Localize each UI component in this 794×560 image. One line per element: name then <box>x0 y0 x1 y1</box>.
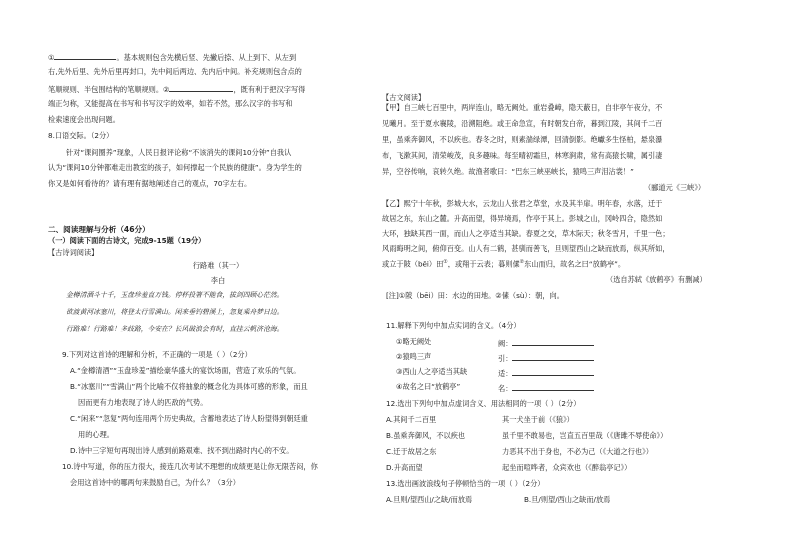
jia-line-3: 里，虽乘奔御风，不以疾也。春冬之时，则素湍绿潭，回清倒影。绝巘多生怪柏，悬泉瀑 <box>382 135 663 144</box>
jia-line-5: 异，空谷传响，哀转久绝。故渔者歌曰：“巴东三峡巫峡长，猿鸣三声泪沾裳！” <box>382 167 634 176</box>
para-1-line-1 <box>48 52 296 61</box>
blank <box>512 353 594 361</box>
blank-2 <box>169 84 233 92</box>
question-12-option-a-right: 其一犬坐于前（《狼》） <box>502 415 574 424</box>
question-11: 11.解释下列句中加点实词的含义。（4分） <box>386 321 521 330</box>
question-8-line-1: 针对“课间圈养”现象，人民日报评论称“不该消失的课间10分钟”自我认 <box>66 148 292 157</box>
blank <box>512 383 594 391</box>
question-9-option-c: C.“闲来”“忽复”两句连用两个历史典故，含蓄地表达了诗人盼望得到朝廷重 <box>70 414 308 423</box>
poem-line-3: 行路难！行路难！多歧路，今安在？长风破浪会有时，直挂云帆济沧海。 <box>66 325 284 333</box>
question-12-option-b-right: 虽千里不敢易也，岂直五百里哉（《唐雎不辱使命》） <box>502 431 668 440</box>
question-12-option-a-left: A.其间千二百里 <box>386 415 437 424</box>
jia-line-4: 布，飞漱其间，清荣峻茂，良多趣味。每至晴初霜旦，林寒涧肃，常有高猿长啸，属引凄 <box>382 151 663 160</box>
poem-line-2: 欲渡黄河冰塞川，将登太行雪满山。闲来垂钓碧溪上，忽复乘舟梦日边。 <box>66 308 284 316</box>
para-1-line-4: 端正匀称，又能提高在书写和书写汉字的效率，如若不然，那么汉字的书写和 <box>48 99 293 108</box>
text: 风雨晦明之间，俯仰百变。山人有二鹤，甚驯而善飞，旦则望西山之缺而放焉，纵其所如， <box>382 244 670 253</box>
question-11-item-2: ②猿鸣三声 <box>396 352 432 361</box>
question-9-option-d: D.诗中三字短句再现出诗人感到前路艰难、找不到出路时内心的不安。 <box>70 446 294 455</box>
answer-line-1[interactable] <box>498 338 594 347</box>
blank-1 <box>54 52 116 60</box>
poem-tag: 【古诗词阅读】 <box>48 248 99 257</box>
question-8: 8.口语交际。（2分） <box>48 131 114 140</box>
text: ，既有利于把汉字写得 <box>233 85 306 94</box>
question-13-option-b: B.旦/则望/西山之缺而/放焉 <box>524 495 611 504</box>
label: 适： <box>498 369 513 378</box>
question-10-line-2: 会用这首诗中的哪两句来鼓励自己，为什么？（3分） <box>70 478 240 487</box>
question-12-option-c-left: C.迁于故居之东 <box>386 447 437 456</box>
text: 。基本规则包含先横后竖、先撇后捺、从上到下、从左到 <box>116 53 297 62</box>
para-1-line-3 <box>48 84 305 93</box>
text: 或立于陂（bēi）田 <box>382 259 444 269</box>
question-9: 9.下列对这首诗的理解和分析，不正确的一项是（ ）（2分） <box>62 350 252 359</box>
question-12: 12.选出下列句中加点虚词含义、用法相同的一项（ ）（2分） <box>386 399 581 408</box>
jia-source: （郦道元《三峡》） <box>644 183 706 192</box>
question-12-option-b-left: B.虽乘奔御风，不以疾也 <box>386 431 466 440</box>
label: 引： <box>498 354 513 363</box>
poem-line-1: 金樽清酒斗十千，玉盘珍羞直万钱。停杯投箸不能食，拔剑四顾心茫然。 <box>66 291 284 299</box>
note-mark-1: ① <box>443 259 448 265</box>
annotation-note: [注]①陂（bēi）田：水边的田地。②傃（sù）：朝，向。 <box>386 291 564 300</box>
answer-line-4[interactable] <box>498 383 594 392</box>
circle-number-1: ① <box>48 53 55 62</box>
question-8-line-2: 认为“课间10分钟都难走出教室的孩子，如何撑起一个民族的健康”。身为学生的 <box>48 163 302 172</box>
question-9-option-b-line-2: 因而更有力地表现了诗人的匹敌的气势。 <box>78 398 208 407</box>
yi-source: （选自苏轼《放鹤亭》有删减） <box>606 275 707 284</box>
answer-line-2[interactable] <box>498 353 594 362</box>
para-1-line-5: 检索速度会出现问题。 <box>48 115 120 124</box>
note-mark-2: ② <box>519 259 525 265</box>
jia-line-1: 【甲】自三峡七百里中，两岸连山，略无阙处。重岩叠嶂，隐天蔽日，自非亭午夜分，不 <box>382 103 663 112</box>
question-12-option-d-left: D.升高而望 <box>386 463 423 472</box>
question-9-option-b: B.“冰塞川”“雪满山”两个比喻不仅将抽象的概念化为具体可感的形象，而且 <box>70 382 308 391</box>
question-12-option-c-right: 力恶其不出于身也，不必为己（《大道之行也》） <box>502 447 653 456</box>
section-2-subtitle: （一）阅读下面的古诗文，完成9-15题（19分） <box>48 236 206 245</box>
yi-line-1: 【乙】熙宁十年秋，彭城大水，云龙山人张君之草堂，水及其半扉。明年春，水落，迁于 <box>382 199 663 208</box>
yi-line-2: 故居之东，东山之麓。升高而望，得异境焉，作亭于其上。彭城之山，冈岭四合，隐然如 <box>382 214 663 223</box>
question-13: 13.选出画波浪线句子停顿恰当的一项（ ）（2分） <box>386 479 545 488</box>
question-13-option-a: A.旦则/望西山/之缺/而放焉 <box>386 495 473 504</box>
question-8-line-3: 你又是如何看待的？请有理有据地阐述自己的观点，70字左右。 <box>48 179 252 188</box>
question-12-option-d-right: 起坐而喧哗者，众宾欢也（《醉翁亭记》） <box>502 463 632 472</box>
yi-line-5 <box>382 260 625 268</box>
blank <box>512 368 594 376</box>
question-11-item-4: ④故名之曰“放鹤亭” <box>396 382 461 391</box>
yi-line-4 <box>382 245 670 252</box>
question-10-line-1: 10.诗中写道，你的压力很大，接连几次考试不理想的成绩更是让你无限苦闷，你 <box>62 462 318 471</box>
answer-line-3[interactable] <box>498 368 594 377</box>
text: 东山而归，故名之曰“放鹤亭”。 <box>524 259 626 269</box>
question-9-option-a: A.“金樽清酒”“玉盘珍羞”描绘豪华盛大的宴饮场面，营造了欢乐的气氛。 <box>70 366 301 375</box>
label: 阙： <box>498 339 513 348</box>
yi-line-3: 大环，独缺其西一面，而山人之亭适当其缺。春夏之交，草木际天；秋冬雪月，千里一色； <box>382 229 670 238</box>
para-1-line-2: 右,先外后里、先外后里再封口，先中间后两边、先内后中间。补充规则包含点的 <box>48 67 302 76</box>
text: 笔顺规则、半包围结构的笔顺规则。② <box>48 85 170 94</box>
question-11-item-1: ①略无阙处 <box>396 337 432 346</box>
section-2-title: 二、阅读理解与分析（46分） <box>48 225 150 234</box>
label: 名： <box>498 384 513 393</box>
text: ，或翔于云表；暮则傃 <box>447 259 520 269</box>
question-9-option-c-line-2: 用的心理。 <box>78 430 114 439</box>
question-11-item-3: ③西山人之亭适当其缺 <box>396 367 468 376</box>
blank <box>512 338 594 346</box>
poem-author: 李白 <box>210 276 226 285</box>
poem-title: 行路难（其一） <box>192 261 244 270</box>
classical-tag: 【古文阅读】 <box>382 93 426 102</box>
jia-line-2: 见曦月。至于夏水襄陵，沿溯阻绝。或王命急宣，有时朝发白帝，暮到江陵，其间千二百 <box>382 119 663 128</box>
